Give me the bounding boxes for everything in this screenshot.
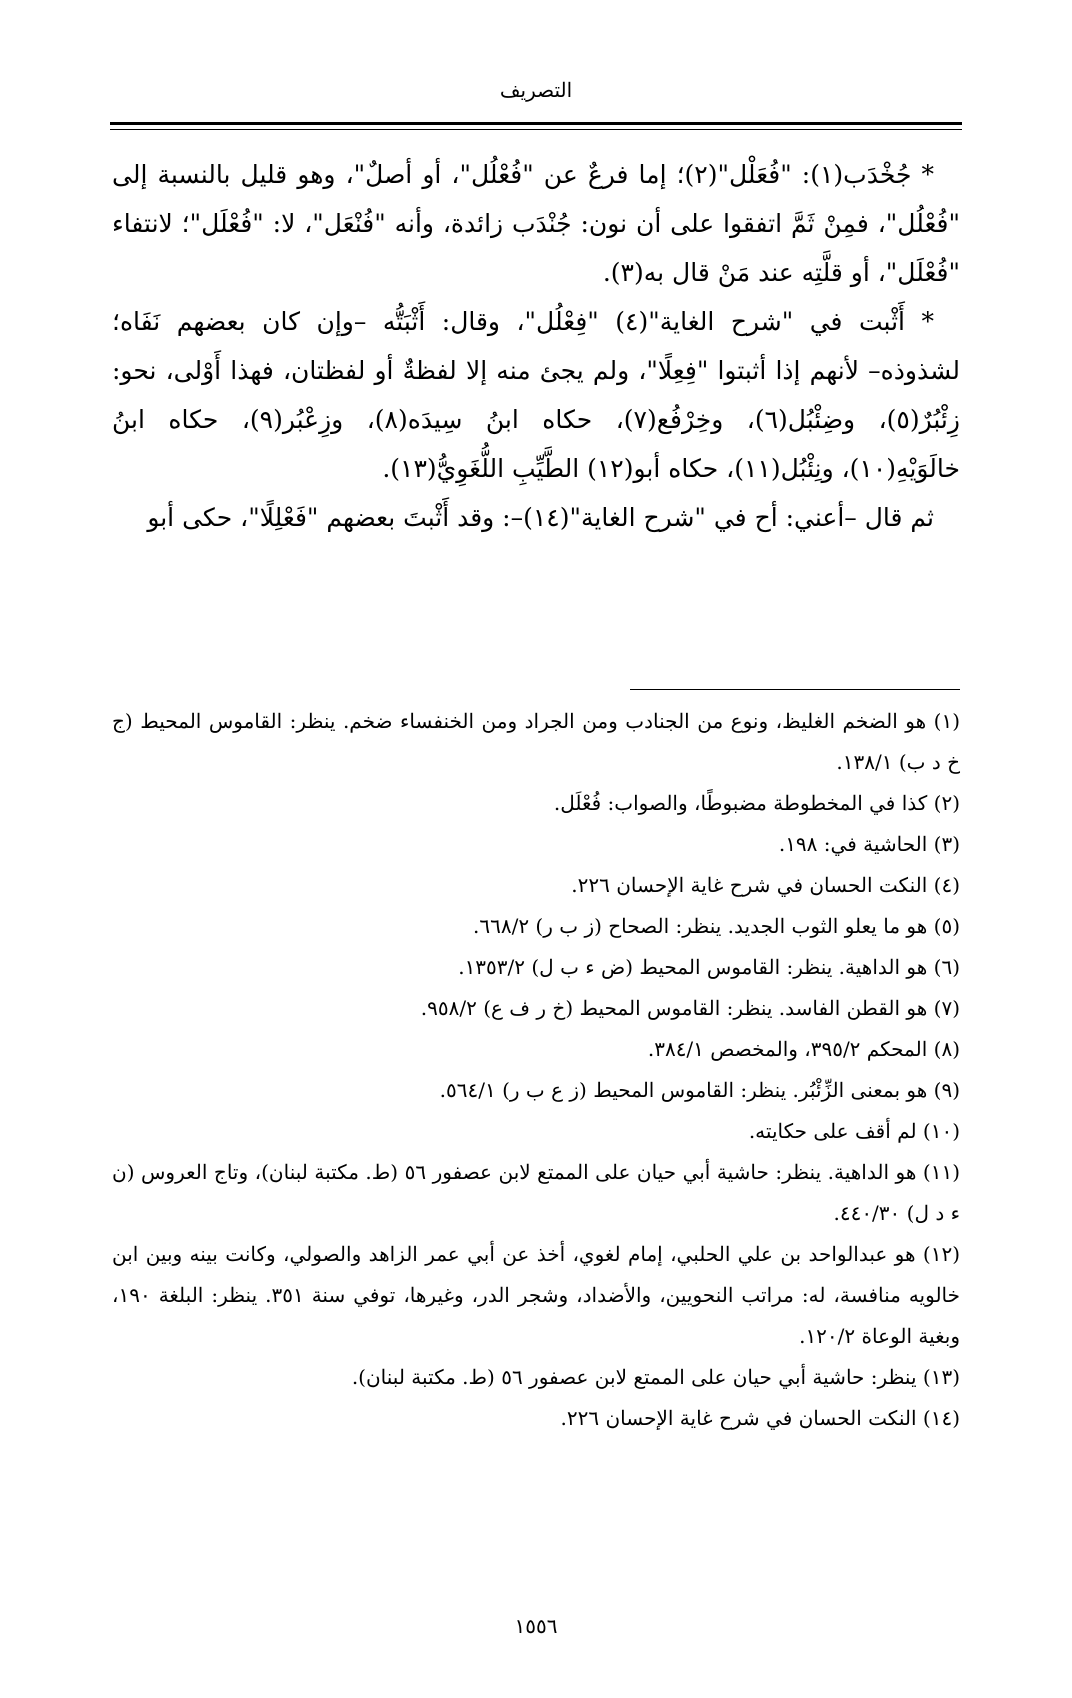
header-rule-thin [110,129,962,130]
footnotes [112,701,960,1439]
page-number: ١٥٥٦ [514,1614,558,1638]
footnote-10: (١٠) لم أقف على حكايته. [748,1119,960,1143]
footnote-separator [630,689,960,690]
footnote-5: (٥) هو ما يعلو الثوب الجديد. ينظر: الصحاح (ز ب ر) ٦٦٨/٢. [473,914,960,938]
footnote-1: (١) هو الضخم الغليظ، ونوع من الجنادب ومن الجراد ومن الخنفساء ضخم. ينظر: القاموس المحيط (ج خ د ب) ١٣٨/١. [112,709,960,774]
footnote-6: (٦) هو الداهية. ينظر: القاموس المحيط (ض ء ب ل) ١٣٥٣/٢. [458,955,960,979]
paragraph-1: * جُخْدَب(١): "فُعَلْل"(٢)؛ إما فرعٌ عن "فُعْلُل"، أو أصلٌ"، وهو قليل بالنسبة إلى "فُعْلُل"، فمِنْ ثَمَّ اتفقوا على أن نون: جُنْدَب زائدة، وأنه "فُنْعَل"، لا: "فُعْلَل"؛ لانتفاء "فُعْلَل"، أو قلَّتِه عند مَنْ قال به(٣). [112,160,960,287]
footnote-11: (١١) هو الداهية. ينظر: حاشية أبي حيان على الممتع لابن عصفور ٥٦ (ط. مكتبة لبنان)، وتاج العروس (ن ء د ل) ٤٤٠/٣٠. [112,1160,961,1225]
footnote-3: (٣) الحاشية في: ١٩٨. [778,832,960,856]
footnote-8: (٨) المحكم ٣٩٥/٢، والمخصص ٣٨٤/١. [647,1037,960,1061]
footnote-7: (٧) هو القطن الفاسد. ينظر: القاموس المحيط (خ ر ف ع) ٩٥٨/٢. [420,996,960,1020]
paragraph-3: ثم قال –أعني: أح في "شرح الغاية"(١٤)–: وقد أَثْبتَ بعضهم "فَعْلِلًا"، حكى أبو [147,503,934,532]
footnote-12: (١٢) هو عبدالواحد بن علي الحلبي، إمام لغوي، أخذ عن أبي عمر الزاهد والصولي، وكانت بينه وبين ابن خالويه منافسة، له: مراتب النحويين، والأضداد، وشجر الدر، وغيرها، توفي سنة ٣٥١. ينظر: البلغة ١٩٠، وبغية الوعاة ١٢٠/٢. [112,1242,960,1348]
footnote-9: (٩) هو بمعنى الزِّئْبُر. ينظر: القاموس المحيط (ز ع ب ر) ٥٦٤/١. [439,1078,960,1102]
footnote-2: (٢) كذا في المخطوطة مضبوطًا، والصواب: فُعْلَل. [553,791,960,815]
footnote-13: (١٣) ينظر: حاشية أبي حيان على الممتع لابن عصفور ٥٦ (ط. مكتبة لبنان). [351,1365,960,1389]
paragraph-2: * أَثْبت في "شرح الغاية"(٤) "فِعْلُل"، وقال: أَثْبَتُّه –وإن كان بعضهم نَفَاه؛ لشذوذه– لأنهم إذا أثبتوا "فِعِلًا"، ولم يجئ منه إلا لفظةٌ أو لفظتان، فهذا أَوْلى، نحو: زِئْبُرٌ(٥)، وضِئْبُل(٦)، وخِرْفُع(٧)، حكاه ابنُ سِيدَه(٨)، وزِعْبُر(٩)، حكاه ابنُ خالَوَيْهِ(١٠)، ونِئْبُل(١١)، حكاه أبو(١٢) الطَّيِّبِ اللُّغَوِيُّ(١٣). [112,307,960,483]
running-header: التصريف [499,78,573,102]
main-text [112,150,960,542]
footnote-4: (٤) النكت الحسان في شرح غاية الإحسان ٢٢٦. [571,873,960,897]
footnote-14: (١٤) النكت الحسان في شرح غاية الإحسان ٢٢٦. [560,1406,960,1430]
header-rule-thick [110,122,962,125]
